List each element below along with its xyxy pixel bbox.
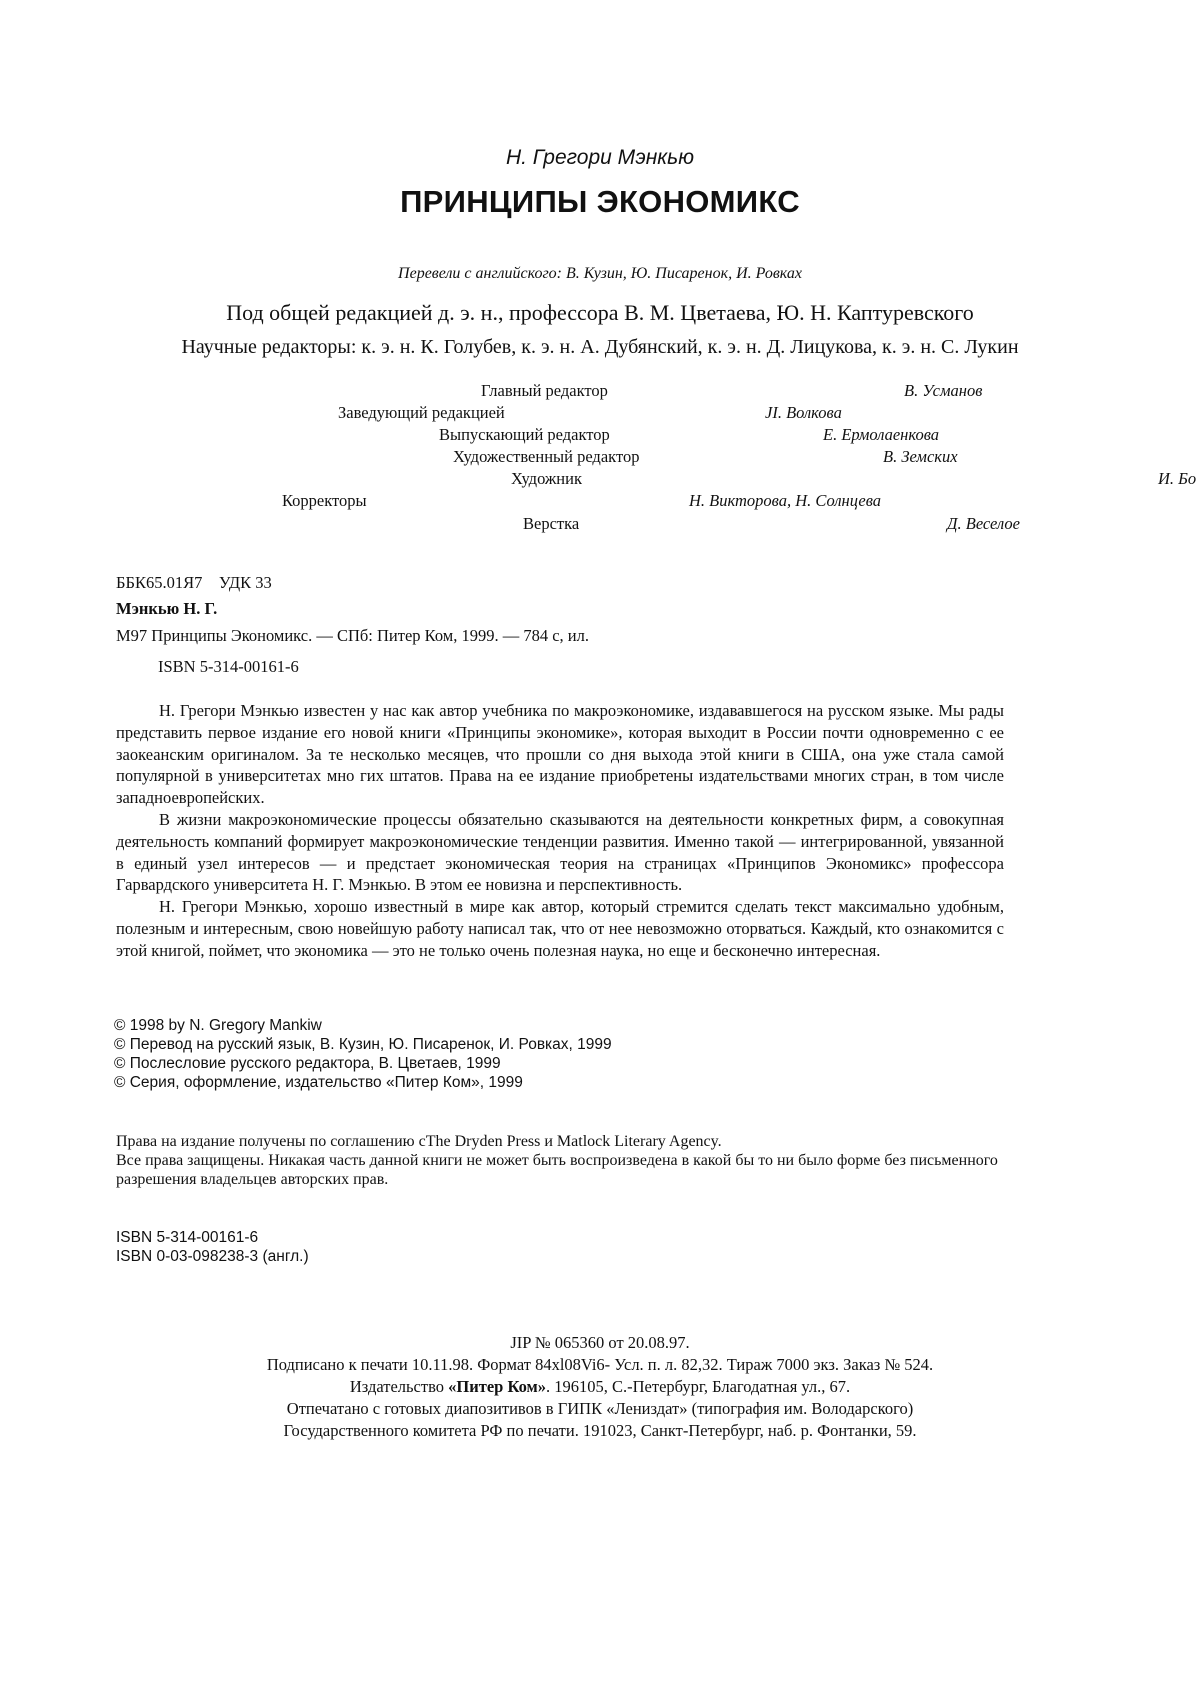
staff-role-art-editor: Художественный редактор [453, 447, 640, 466]
author-heading: Мэнкью Н. Г. [116, 599, 218, 618]
rights-notice-line: разрешения владельцев авторских прав. [116, 1171, 389, 1188]
publisher-name: «Питер Ком» [448, 1377, 547, 1396]
copyright-line: © 1998 by N. Gregory Mankiw [114, 1017, 322, 1034]
staff-role-head-of-editorial: Заведующий редакцией [338, 403, 505, 422]
staff-name-chief-editor: В. Усманов [904, 381, 983, 400]
staff-name-art-editor: В. Земских [883, 447, 958, 466]
science-editors-line: Научные редакторы: к. э. н. К. Голубев, к. э. н. А. Дубянский, к. э. н. Д. Лицукова, к. э. н. С. Лукин [181, 336, 1019, 358]
staff-name-layout: Д. Веселое [947, 514, 1020, 533]
copyright-line: © Серия, оформление, издательство «Питер Ком», 1999 [114, 1074, 523, 1091]
staff-name-managing-editor: Е. Ермолаенкова [823, 425, 939, 444]
license-line: JIP № 065360 от 20.08.97. [510, 1333, 690, 1352]
annotation-paragraph: Н. Грегори Мэнкью, хорошо известный в мире как автор, который стремится сделать текст максимально удобным, полезным и интересным, свою новейшую работу написал так, что от нее невозможно оторваться. Каждый, кто ознакомится с этой книгой, поймет, что экономика — это не только очень полезная наука, но еще и бесконечно интересная. [116, 897, 1004, 960]
staff-role-proofreaders: Корректоры [282, 491, 367, 510]
translators-line: Перевели с английского: В. Кузин, Ю. Писаренок, И. Ровках [398, 265, 802, 282]
rights-notice-line: Права на издание получены по соглашению сThe Dryden Press и Matlock Literary Agency. [116, 1133, 722, 1150]
staff-role-layout: Верстка [523, 514, 580, 533]
isbn-line: ISBN 5-314-00161-6 [158, 657, 299, 676]
staff-role-artist: Художник [511, 469, 582, 488]
copyright-line: © Перевод на русский язык, В. Кузин, Ю. Писаренок, И. Ровках, 1999 [114, 1036, 612, 1053]
bbk-udk-codes: ББК65.01Я7 УДК 33 [116, 573, 272, 592]
annotation [116, 700, 1004, 962]
publisher-address: . 196105, С.-Петербург, Благодатная ул., 67. [546, 1377, 851, 1396]
book-title: ПРИНЦИПЫ ЭКОНОМИКС [400, 184, 800, 219]
staff-name-proofreaders: Н. Викторова, Н. Солнцева [689, 491, 881, 510]
copyright-line: © Послесловие русского редактора, В. Цветаев, 1999 [114, 1055, 501, 1072]
staff-role-chief-editor: Главный редактор [481, 381, 608, 400]
rights-notice-line: Все права защищены. Никакая часть данной книги не может быть воспроизведена в какой бы то ни было форме без письменного [116, 1152, 998, 1169]
book-author: Н. Грегори Мэнкью [505, 146, 695, 169]
general-editors-line: Под общей редакцией д. э. н., профессора В. М. Цветаева, Ю. Н. Каптуревского [226, 300, 974, 325]
printing-house-line: Отпечатано с готовых диапозитивов в ГИПК «Лениздат» (типография им. Володарского) [286, 1399, 914, 1418]
annotation-paragraph: В жизни макроэкономические процессы обязательно сказываются на деятельности конкретных фирм, а совокупная деятельность компаний формирует макроэкономические тенденции развития. Именно такой — интегрированной, увязанной в единый узел интересов — и предстает экономическая теория на страницах «Принципов Экономикс» профессора Гарвардского университета Н. Г. Мэнкью. В этом ее новизна и перспективность. [116, 809, 1004, 895]
print-details-line: Подписано к печати 10.11.98. Формат 84xl08Vi6- Усл. п. л. 82,32. Тираж 7000 экз. Заказ № 524. [266, 1355, 934, 1374]
publisher-prefix: Издательство [349, 1377, 449, 1396]
annotation-paragraph: Н. Грегори Мэнкью известен у нас как автор учебника по макроэкономике, издававшегося на русском языке. Мы рады представить первое издание его новой книги «Принципы экономике», которая выходит в России почти одновременно с ее заокеанским оригиналом. За те несколько месяцев, что прошли со дня выхода этой книги в США, она уже стала самой популярной в университетах мно гих штатов. Права на ее издание приобретены издательствами многих стран, в том числе западноевропейских. [116, 701, 1004, 808]
publisher-line [0, 1377, 1200, 1397]
isbn-russian: ISBN 5-314-00161-6 [116, 1229, 259, 1246]
staff-name-artist: И. Бо [1158, 469, 1197, 488]
catalog-entry: М97 Принципы Экономикс. — СПб: Питер Ком, 1999. — 784 с, ил. [116, 626, 589, 645]
staff-role-managing-editor: Выпускающий редактор [439, 425, 610, 444]
staff-name-head-of-editorial: JI. Волкова [765, 403, 842, 422]
isbn-english: ISBN 0-03-098238-3 (англ.) [116, 1248, 309, 1265]
committee-line: Государственного комитета РФ по печати. 191023, Санкт-Петербург, наб. р. Фонтанки, 59. [283, 1421, 917, 1440]
